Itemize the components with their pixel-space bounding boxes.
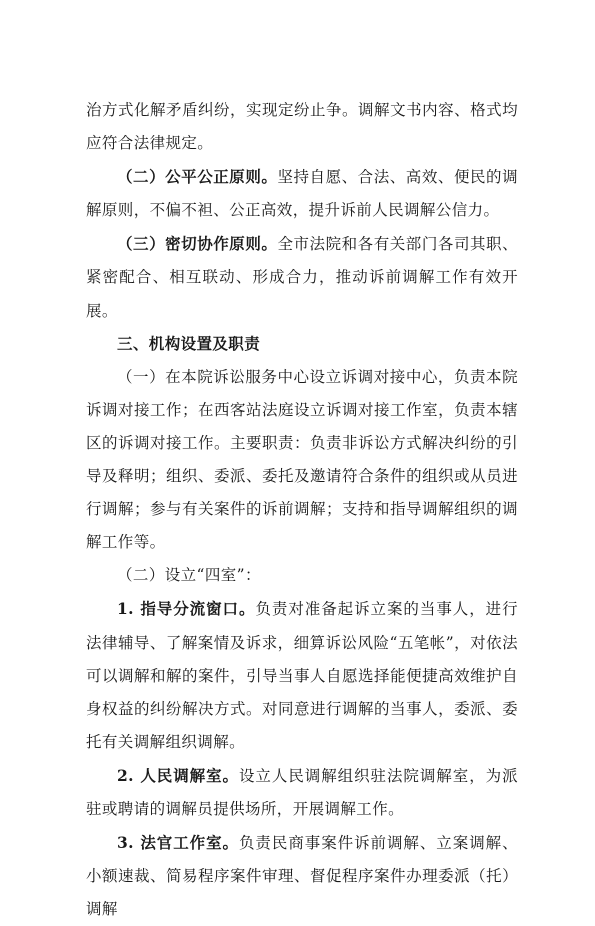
document-body: [86, 94, 518, 926]
paragraph-text: 负责民商事案件诉前调解、立案调解、小额速裁、简易程序案件审理、督促程序案件办理委派（托）调解: [86, 834, 518, 919]
paragraph-continuation: [86, 94, 518, 160]
section-heading: [86, 328, 518, 361]
paragraph-mediation-room: [86, 759, 518, 826]
paragraph-text: 全市法院和各有关部门各司其职、紧密配合、相互联动、形成合力，推动诉前调解工作有效开展。: [86, 235, 518, 320]
paragraph-text: 设立人民调解组织驻法院调解室，为派驻或聘请的调解员提供场所，开展调解工作。: [86, 766, 518, 818]
paragraph-title: （二）公平公正原则。: [117, 167, 278, 187]
paragraph-text: （一）在本院诉讼服务中心设立诉调对接中心，负责本院诉调对接工作；在西客站法庭设立诉调对接工作室，负责本辖区的诉调对接工作。主要职责：负责非诉讼方式解决纠纷的引导及释明；组织、委派、委托及邀请符合条件的组织或从员进行调解；参与有关案件的诉前调解；支持和指导调解组织的调解工作等。: [86, 367, 518, 552]
paragraph-text: 坚持自愿、合法、高效、便民的调解原则，不偏不袒、公正高效，提升诉前人民调解公信力。: [86, 168, 518, 220]
paragraph-title: 2. 人民调解室。: [117, 765, 239, 785]
paragraph-center-setup: [86, 361, 518, 560]
paragraph-cooperation-principle: [86, 227, 518, 327]
paragraph-text: 负责对准备起诉立案的当事人，进行法律辅导、了解案情及诉求，细算诉讼风险“五笔帐”，对依法可以调解和解的案件，引导当事人自愿选择能便捷高效维护自身权益的纠纷解决方式。对同意进行调解的当事人，委派、委托有关调解组织调解。: [86, 600, 519, 751]
paragraph-title: （三）密切协作原则。: [117, 234, 278, 254]
paragraph-judge-office: [86, 826, 518, 926]
paragraph-title: 3. 法官工作室。: [117, 833, 239, 853]
section-heading-text: 三、机构设置及职责: [117, 334, 261, 353]
paragraph-title: 1. 指导分流窗口。: [117, 599, 256, 619]
paragraph-fairness-principle: [86, 160, 518, 227]
paragraph-guidance-window: [86, 592, 518, 758]
paragraph-text: （二）设立“四室”：: [117, 566, 261, 585]
paragraph-text: 治方式化解矛盾纠纷，实现定纷止争。调解文书内容、格式均应符合法律规定。: [86, 101, 518, 153]
paragraph-four-rooms: [86, 559, 518, 592]
